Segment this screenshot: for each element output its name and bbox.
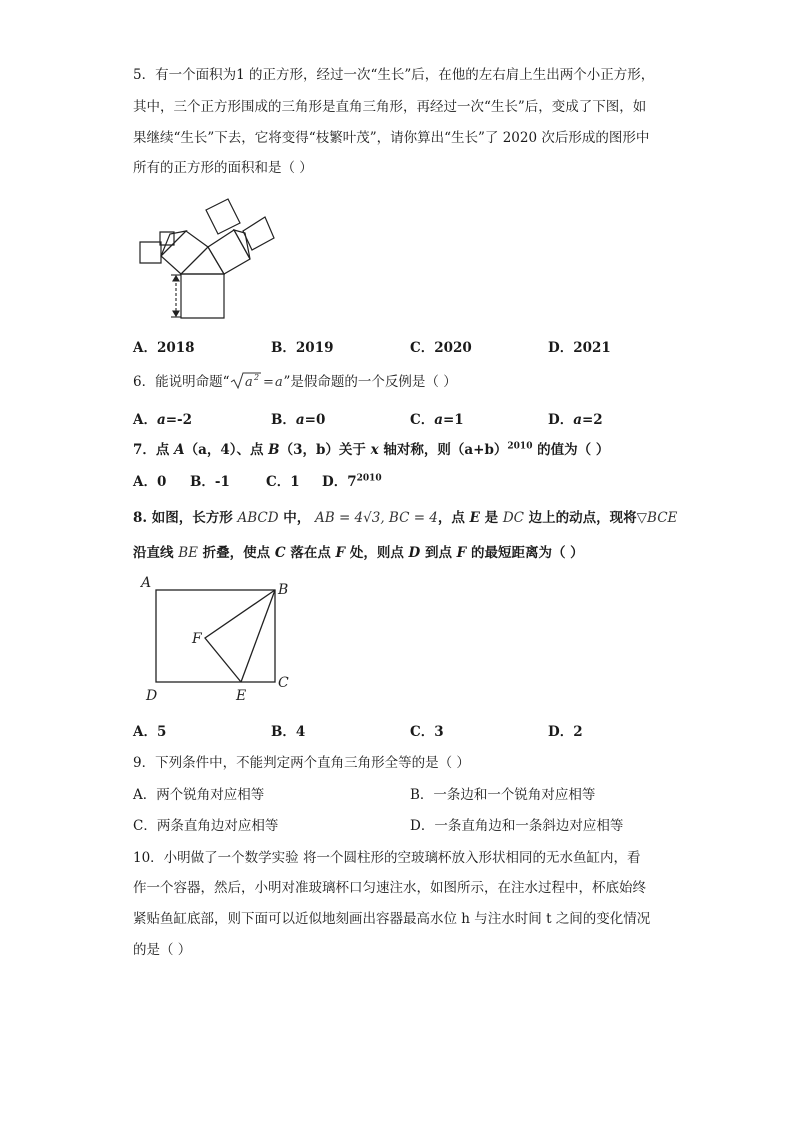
svg-text:2: 2 xyxy=(253,373,259,382)
q6-option-d[interactable]: D．a=2 xyxy=(548,412,603,428)
q8-condition: AB = 4√3, BC = 4 xyxy=(314,510,438,526)
q7-option-d[interactable]: D．$7^{2010}$ xyxy=(322,473,382,490)
q9-option-b[interactable]: B．一条边和一个锐角对应相等 xyxy=(410,787,596,803)
q7-option-c[interactable]: C．1 xyxy=(266,474,300,490)
label-e: E xyxy=(236,688,247,704)
label-b: B xyxy=(278,582,289,598)
q6-option-c[interactable]: C．a=1 xyxy=(410,412,464,428)
q9-option-c[interactable]: C．两条直角边对应相等 xyxy=(133,818,279,834)
q6-option-b[interactable]: B．a=0 xyxy=(271,412,326,428)
q5-option-d[interactable]: D．2021 xyxy=(548,340,611,356)
q8-line-2: 沿直线 BE 折叠，使点 C 落在点 F 处，则点 D 到点 F 的最短距离为（ ） xyxy=(133,545,584,561)
sqrt-sign-icon xyxy=(230,371,284,391)
q6-prefix: 6．能说明命题“ xyxy=(133,374,230,390)
q10-line-1: 10．小明做了一个数学实验 将一个圆柱形的空玻璃杯放入形状相同的无水鱼缸内，看 xyxy=(133,850,641,866)
q6-stem xyxy=(133,372,457,392)
q8-line-1: 8. 如图，长方形 ABCD 中， AB = 4√3, BC = 4，点 E 是 DC 边上的动点，现将▽BCE xyxy=(133,510,678,526)
q5-option-a[interactable]: A．2018 xyxy=(133,340,195,356)
q9-option-d[interactable]: D．一条直角边和一条斜边对应相等 xyxy=(410,818,624,834)
q8-option-d[interactable]: D．2 xyxy=(548,724,583,740)
q8-option-c[interactable]: C．3 xyxy=(410,724,444,740)
q5-option-b[interactable]: B．2019 xyxy=(271,340,334,356)
q6-option-a[interactable]: A．a=-2 xyxy=(133,412,193,428)
q7-stem: 7．点 A（a，4）、点 B（3，b）关于 x 轴对称，则$(a+b)^{2010}$ 的值为（ ） xyxy=(133,441,610,458)
q10-line-2: 作一个容器，然后，小明对准玻璃杯口匀速注水，如图所示，在注水过程中，杯底始终 xyxy=(133,880,646,896)
svg-text:=: = xyxy=(262,375,274,390)
label-a: A xyxy=(141,575,152,591)
q7-option-b[interactable]: B．-1 xyxy=(190,474,230,490)
q6-suffix: ”是假命题的一个反例是（ ） xyxy=(283,374,457,390)
q9-stem: 9．下列条件中，不能判定两个直角三角形全等的是（ ） xyxy=(133,755,470,771)
svg-text:a: a xyxy=(244,375,253,390)
q6-formula xyxy=(230,372,284,390)
q8-option-b[interactable]: B．4 xyxy=(271,724,306,740)
q8-option-a[interactable]: A．5 xyxy=(133,724,167,740)
q5-line-3: 果继续“生长”下去，它将变得“枝繁叶茂”，请你算出“生长”了 2020 次后形成的图形中 xyxy=(133,130,650,146)
q10-line-4: 的是（ ） xyxy=(133,942,192,958)
q5-pythagoras-tree-figure xyxy=(130,190,290,330)
q5-line-1: 5．有一个面积为1 的正方形，经过一次“生长”后，在他的左右肩上生出两个小正方形， xyxy=(133,67,655,83)
q5-line-4: 所有的正方形的面积和是（ ） xyxy=(133,160,313,176)
q7-option-a[interactable]: A．0 xyxy=(133,474,167,490)
label-c: C xyxy=(278,675,289,691)
label-f: F xyxy=(192,631,202,647)
q8-rectangle-figure xyxy=(138,572,298,707)
q5-option-c[interactable]: C．2020 xyxy=(410,340,472,356)
svg-text:a: a xyxy=(274,375,283,390)
q5-line-2: 其中，三个正方形围成的三角形是直角三角形，再经过一次“生长”后，变成了下图，如 xyxy=(133,99,647,115)
label-d: D xyxy=(146,688,158,704)
q10-line-3: 紧贴鱼缸底部，则下面可以近似地刻画出容器最高水位 h 与注水时间 t 之间的变化情况 xyxy=(133,911,651,927)
q9-option-a[interactable]: A．两个锐角对应相等 xyxy=(133,787,265,803)
